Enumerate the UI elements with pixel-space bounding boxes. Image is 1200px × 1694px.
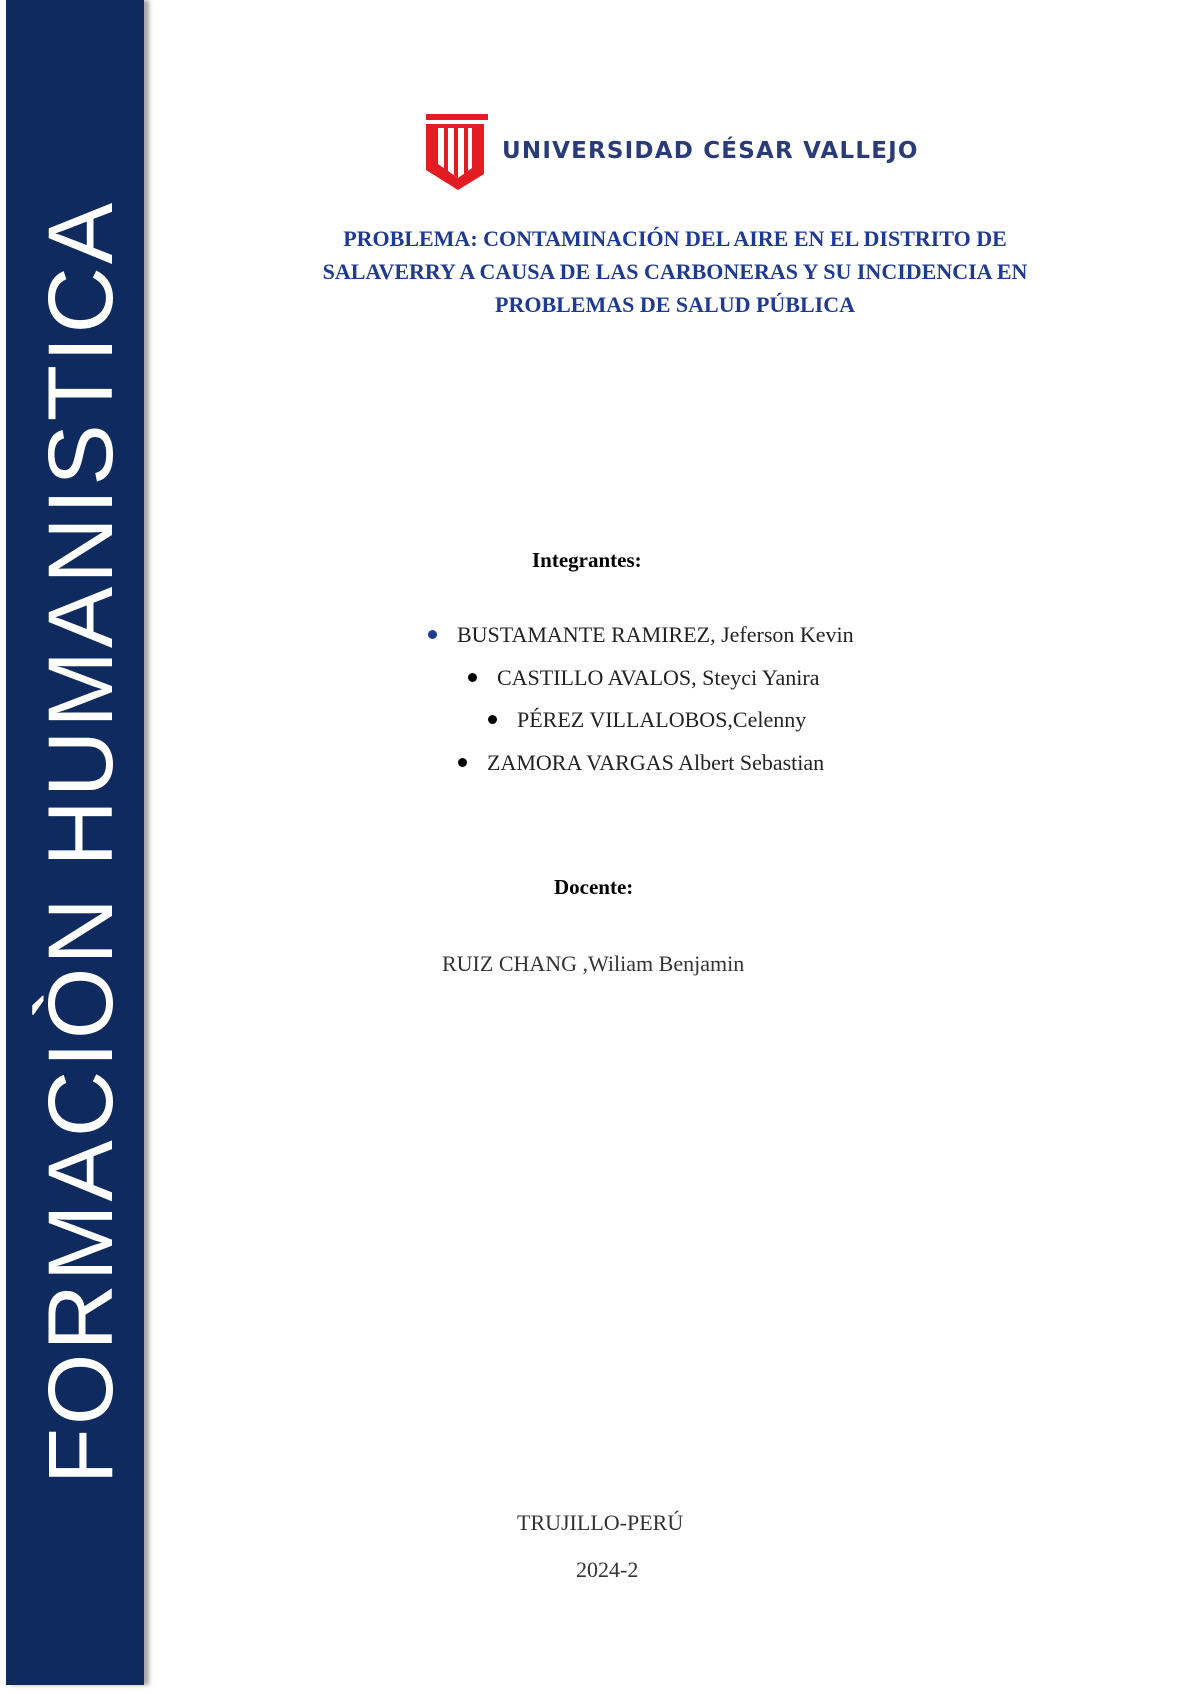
member-name: BUSTAMANTE RAMIREZ, Jeferson Kevin (457, 622, 854, 647)
member-item (468, 665, 820, 691)
university-name: UNIVERSIDAD CÉSAR VALLEJO (502, 138, 919, 164)
title-line: PROBLEMAS DE SALUD PÚBLICA (495, 292, 855, 317)
footer-term: 2024-2 (576, 1557, 639, 1582)
sidebar-band (6, 0, 144, 1685)
teacher-label: Docente: (554, 875, 634, 899)
university-logo (424, 112, 924, 192)
bullet-icon (488, 715, 497, 724)
sidebar-title: FORMACIÒN HUMANISTICA (30, 199, 132, 1485)
member-name: PÉREZ VILLALOBOS,Celenny (517, 707, 807, 732)
bullet-icon (428, 630, 437, 639)
member-name: CASTILLO AVALOS, Steyci Yanira (497, 665, 820, 690)
bullet-icon (458, 758, 467, 767)
member-item (428, 622, 854, 648)
footer-place: TRUJILLO-PERÚ (517, 1510, 684, 1535)
members-label: Integrantes: (532, 548, 642, 572)
bullet-icon (468, 673, 477, 682)
teacher-name: RUIZ CHANG ,Wiliam Benjamin (442, 951, 745, 976)
title-line: SALAVERRY A CAUSA DE LAS CARBONERAS Y SU INCIDENCIA EN (322, 259, 1028, 284)
ucv-shield-logo-icon (424, 112, 490, 192)
title-line: PROBLEMA: CONTAMINACIÓN DEL AIRE EN EL DISTRITO DE (343, 226, 1007, 251)
member-item (488, 707, 806, 733)
member-name: ZAMORA VARGAS Albert Sebastian (487, 750, 825, 775)
document-title (240, 222, 1110, 321)
member-item (458, 750, 824, 776)
